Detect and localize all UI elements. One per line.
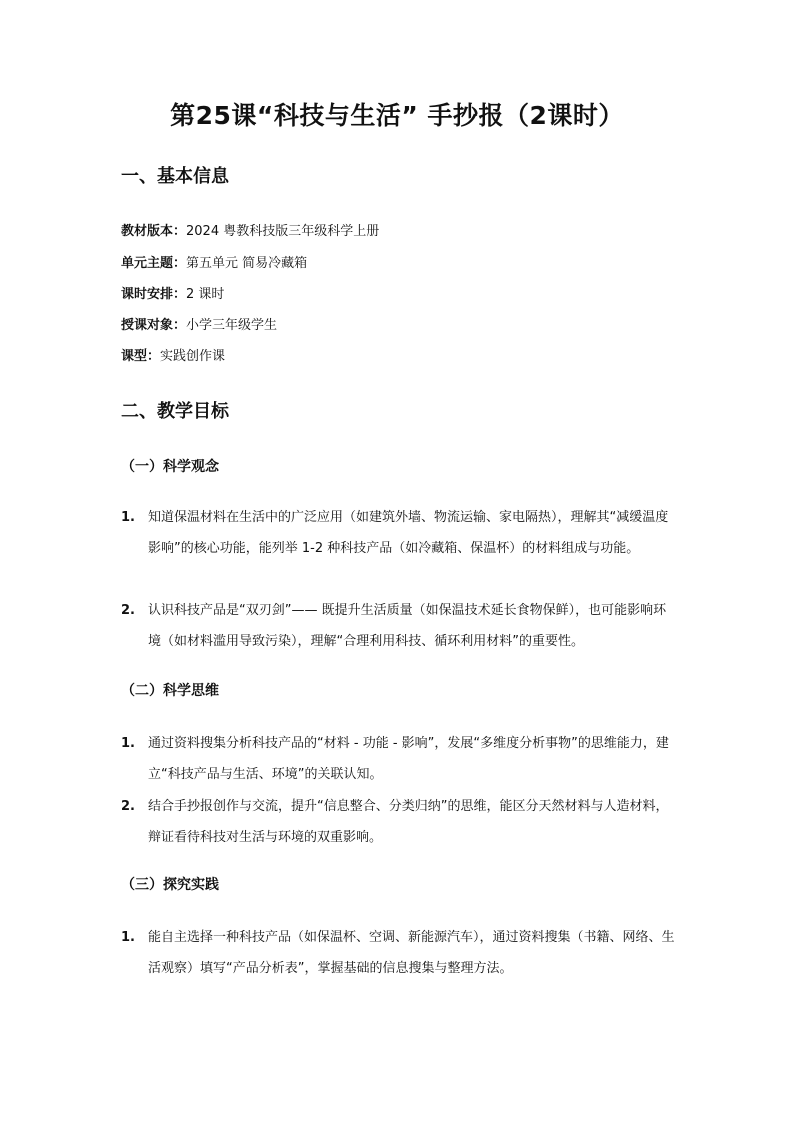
info-row-unit (121, 254, 307, 274)
info-value: 实践创作课 (160, 349, 226, 364)
list-item-number: 2. (121, 799, 135, 814)
info-value: 2 课时 (186, 287, 225, 302)
list-item: 结合手抄报创作与交流，提升“信息整合、分类归纳”的思维，能区分天然材料与人造材料，辩证看待科技对生活与环境的双重影响。 (148, 799, 669, 845)
info-row-audience (121, 316, 277, 336)
info-label: 授课对象： (121, 318, 187, 333)
list-item-number: 1. (121, 930, 135, 945)
info-label: 课型： (121, 349, 161, 364)
subsection-heading-science-thinking: （二）科学思维 (121, 683, 219, 699)
info-label: 课时安排： (121, 287, 187, 302)
info-row-schedule (121, 285, 224, 305)
document-title: 第25课“科技与生活” 手抄报（2课时） (170, 101, 624, 130)
list-item: 认识科技产品是“双刃剑”—— 既提升生活质量（如保温技术延长食物保鲜），也可能影响环境（如材料滥用导致污染），理解“合理利用科技、循环利用材料”的重要性。 (148, 603, 667, 649)
section-heading-objectives: 二、教学目标 (121, 401, 229, 422)
info-row-textbook (121, 222, 379, 242)
list-item: 知道保温材料在生活中的广泛应用（如建筑外墙、物流运输、家电隔热），理解其“减缓温度影响”的核心功能，能列举 1-2 种科技产品（如冷藏箱、保温杯）的材料组成与功能。 (148, 510, 669, 556)
list-item-number: 1. (121, 736, 135, 751)
info-value: 小学三年级学生 (186, 318, 278, 333)
list-item: 通过资料搜集分析科技产品的“材料 - 功能 - 影响”，发展“多维度分析事物”的思维能力，建立“科技产品与生活、环境”的关联认知。 (148, 736, 669, 782)
list-item: 能自主选择一种科技产品（如保温杯、空调、新能源汽车），通过资料搜集（书籍、网络、生活观察）填写“产品分析表”，掌握基础的信息搜集与整理方法。 (148, 930, 675, 976)
subsection-heading-inquiry-practice: （三）探究实践 (121, 877, 219, 893)
info-row-lesson-type (121, 347, 225, 367)
info-label: 教材版本： (121, 224, 187, 239)
info-value: 2024 粤教科技版三年级科学上册 (186, 224, 380, 239)
subsection-heading-science-concepts: （一）科学观念 (121, 459, 219, 475)
info-value: 第五单元 简易冷藏箱 (186, 256, 308, 271)
list-item-number: 1. (121, 510, 135, 525)
info-label: 单元主题： (121, 256, 187, 271)
list-item-number: 2. (121, 603, 135, 618)
section-heading-basic-info: 一、基本信息 (121, 166, 229, 187)
